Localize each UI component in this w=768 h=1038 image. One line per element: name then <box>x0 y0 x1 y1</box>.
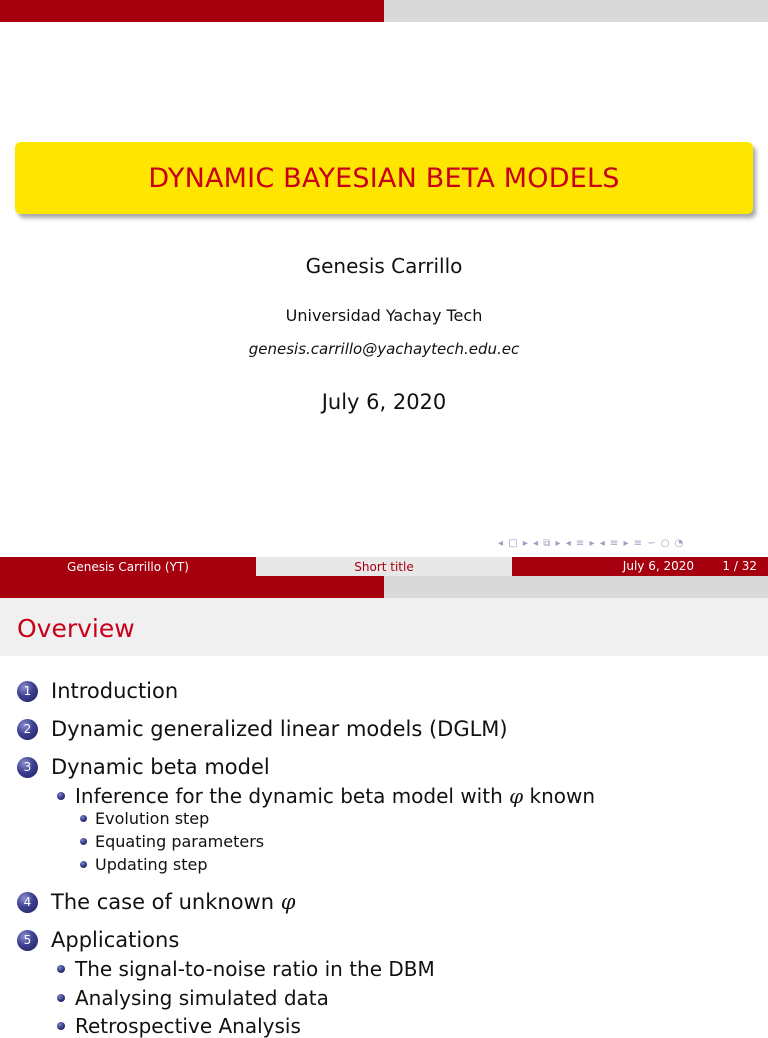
subsubsection-label: Updating step <box>95 855 208 874</box>
top-bar-right <box>384 0 768 22</box>
bullet-icon <box>57 1022 65 1030</box>
toc-section-1[interactable] <box>17 679 178 703</box>
section-label: Dynamic beta model <box>51 755 270 779</box>
overview-slide <box>0 576 768 1038</box>
footer-right <box>512 557 768 576</box>
toc-subsubsection[interactable] <box>80 809 209 828</box>
toc-subsection[interactable] <box>57 784 595 808</box>
section-number-ball: 1 <box>17 681 38 702</box>
toc-subsection[interactable] <box>57 957 435 981</box>
institute-name: Universidad Yachay Tech <box>285 306 483 325</box>
toc-subsection[interactable] <box>57 1014 301 1038</box>
bullet-icon <box>57 965 65 973</box>
footer-bar <box>0 557 768 576</box>
presentation-title: DYNAMIC BAYESIAN BETA MODELS <box>148 162 620 194</box>
section-number-ball: 3 <box>17 757 38 778</box>
section-label-text: The case of unknown <box>51 890 281 914</box>
top-header-bar <box>0 576 768 598</box>
subsubsection-label: Equating parameters <box>95 832 265 851</box>
footer-page-number: 1 / 32 <box>722 559 757 573</box>
frame-title-bar <box>0 598 768 656</box>
section-number-ball: 2 <box>17 719 38 740</box>
section-number-ball: 4 <box>17 892 38 913</box>
subsection-label: Analysing simulated data <box>75 986 329 1010</box>
section-label: Dynamic generalized linear models (DGLM) <box>51 717 508 741</box>
toc-section-4[interactable] <box>17 890 295 914</box>
top-bar-left <box>0 0 384 22</box>
toc-subsubsection[interactable] <box>80 855 208 874</box>
bullet-icon <box>80 838 87 845</box>
top-bar-right <box>384 576 768 598</box>
subsection-label-text: Inference for the dynamic beta model with <box>75 784 510 808</box>
beamer-navigation-icons[interactable]: ◂ □ ▸ ◂ ⧉ ▸ ◂ ≡ ▸ ◂ ≡ ▸ ≡ ∽ ○ ◔ <box>498 538 685 549</box>
subsection-label: Retrospective Analysis <box>75 1014 301 1038</box>
subsection-label-suffix: known <box>523 784 596 808</box>
bullet-icon <box>80 815 87 822</box>
title-box <box>15 142 753 214</box>
subsubsection-label: Evolution step <box>95 809 210 828</box>
toc-section-3[interactable] <box>17 755 270 779</box>
author-email: genesis.carrillo@yachaytech.edu.ec <box>248 340 520 358</box>
subsection-label: The signal-to-noise ratio in the DBM <box>75 957 435 981</box>
section-label <box>51 890 295 914</box>
bullet-icon <box>80 861 87 868</box>
footer-short-title: Short title <box>256 557 512 576</box>
author-name: Genesis Carrillo <box>305 254 463 278</box>
top-header-bar <box>0 0 768 22</box>
toc-section-2[interactable] <box>17 717 508 741</box>
bullet-icon <box>57 792 65 800</box>
section-label: Applications <box>51 928 180 952</box>
bullet-icon <box>57 994 65 1002</box>
phi-symbol: φ <box>509 784 524 808</box>
toc-subsection[interactable] <box>57 986 329 1010</box>
section-number-ball: 5 <box>17 930 38 951</box>
top-bar-left <box>0 576 384 598</box>
footer-date: July 6, 2020 <box>622 559 694 573</box>
toc-section-5[interactable] <box>17 928 179 952</box>
frame-title: Overview <box>17 614 135 643</box>
section-label: Introduction <box>51 679 179 703</box>
phi-symbol: φ <box>280 890 296 914</box>
presentation-date: July 6, 2020 <box>321 390 447 414</box>
subsection-label <box>75 784 595 808</box>
toc-subsubsection[interactable] <box>80 832 264 851</box>
footer-author: Genesis Carrillo (YT) <box>0 557 256 576</box>
